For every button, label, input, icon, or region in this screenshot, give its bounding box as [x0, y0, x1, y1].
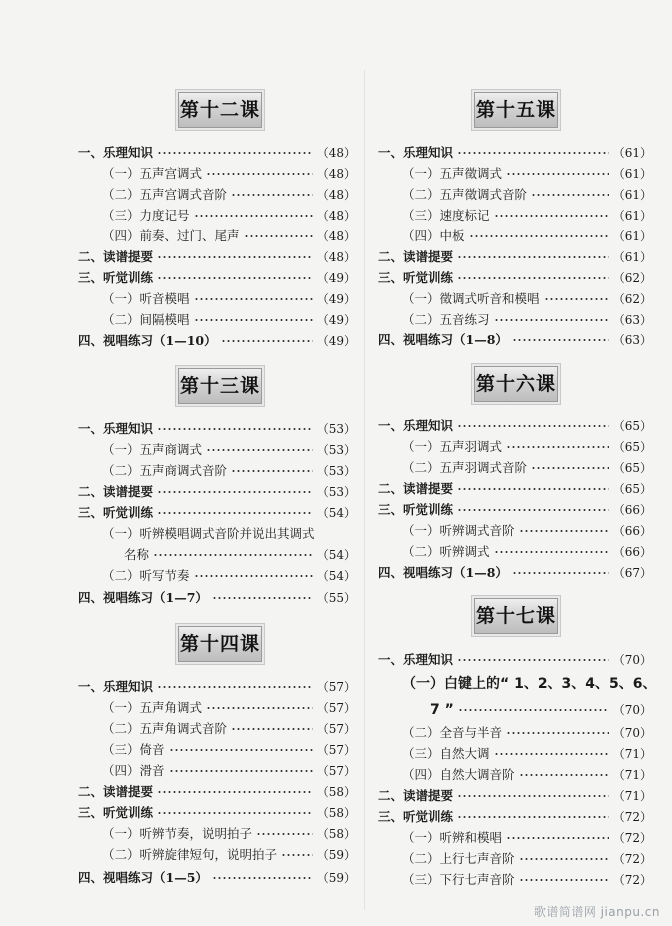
dot-leader [457, 152, 609, 154]
dot-leader [194, 298, 313, 300]
entry-label: （三）速度标记 [402, 208, 490, 223]
entry-label: 一、乐理知识 [78, 679, 154, 694]
dot-leader [469, 235, 609, 237]
entry-label: 三、听觉训练 [78, 270, 154, 285]
toc-entry[interactable] [102, 698, 356, 718]
entry-label: 一、乐理知识 [378, 145, 454, 160]
page-number: （71） [612, 747, 652, 761]
toc-entry[interactable] [402, 206, 652, 226]
toc-entry[interactable] [378, 416, 652, 436]
entry-label: 四、视唱练习（1—5） [78, 870, 208, 885]
page-number: （48） [316, 167, 356, 181]
dot-leader [494, 319, 609, 321]
page-number: （71） [612, 768, 652, 782]
page-number: （61） [612, 188, 652, 202]
entry-label: （一）五声宫调式 [102, 166, 203, 181]
entry-label: 四、视唱练习（1—8） [378, 565, 508, 580]
page-number: （63） [612, 313, 652, 327]
toc-entry[interactable] [402, 226, 652, 246]
toc-entry[interactable] [402, 289, 652, 309]
entry-label: （一）听辨节奏，说明拍子 [102, 826, 253, 841]
toc-entry[interactable] [378, 650, 652, 670]
page-number: （61） [612, 209, 652, 223]
entry-label: （三）力度记号 [102, 208, 190, 223]
dot-leader [231, 470, 313, 472]
entry-label: （四）自然大调音阶 [402, 767, 515, 782]
toc-entry[interactable] [78, 868, 356, 888]
page-number: （66） [612, 545, 652, 559]
page-number: （58） [316, 806, 356, 820]
page-number: （48） [316, 146, 356, 160]
toc-entry[interactable] [102, 185, 356, 205]
page-number: （53） [316, 443, 356, 457]
dot-leader [256, 833, 313, 835]
page-number: （55） [316, 591, 356, 605]
toc-entry[interactable] [402, 164, 652, 184]
entry-label: 一、乐理知识 [78, 421, 154, 436]
dot-leader [157, 812, 313, 814]
dot-leader [506, 446, 609, 448]
toc-entry[interactable] [102, 740, 356, 760]
toc-entry[interactable] [378, 247, 652, 267]
page-number: （70） [612, 726, 652, 740]
dot-leader [494, 753, 609, 755]
entry-label: （二）听辨调式 [402, 544, 490, 559]
page-number: （61） [612, 229, 652, 243]
toc-entry[interactable] [402, 542, 652, 562]
entry-label: 一、乐理知识 [78, 145, 154, 160]
toc-entry[interactable] [378, 479, 652, 499]
toc-entry[interactable] [402, 723, 652, 743]
page-number: （54） [316, 548, 356, 562]
toc-entry[interactable] [102, 824, 356, 844]
entry-label: （二）五音练习 [402, 312, 490, 327]
page-number: （70） [612, 703, 652, 717]
dot-leader [157, 512, 313, 514]
page-number: （57） [316, 680, 356, 694]
page-number: （67） [612, 566, 652, 580]
page-number: （72） [612, 810, 652, 824]
entry-label: （二）听辨旋律短句，说明拍子 [102, 847, 278, 862]
page-number: （59） [316, 871, 356, 885]
page-number: （48） [316, 250, 356, 264]
dot-leader [157, 152, 313, 154]
dot-leader [281, 854, 313, 856]
dot-leader [157, 256, 313, 258]
page-number: （49） [316, 334, 356, 348]
entry-label: （三）倚音 [102, 742, 165, 757]
dot-leader [494, 551, 609, 553]
page-number: （54） [316, 506, 356, 520]
dot-leader [531, 467, 609, 469]
entry-label: 二、读谱提要 [378, 788, 454, 803]
toc-entry[interactable] [102, 761, 356, 781]
dot-leader [157, 428, 313, 430]
toc-entry[interactable] [102, 226, 356, 246]
toc-entry[interactable] [78, 588, 356, 608]
entry-label: 三、听觉训练 [378, 502, 454, 517]
toc-entry[interactable] [78, 482, 356, 502]
entry-label: （二）五声羽调式音阶 [402, 460, 528, 475]
entry-label: 三、听觉训练 [378, 809, 454, 824]
page-number: （48） [316, 229, 356, 243]
toc-entry[interactable] [102, 440, 356, 460]
entry-label: 二、读谱提要 [78, 484, 154, 499]
dot-leader [506, 837, 609, 839]
entry-label: （二）五声徵调式音阶 [402, 187, 528, 202]
toc-entry[interactable] [102, 719, 356, 739]
toc-entry[interactable] [378, 268, 652, 288]
dot-leader [457, 795, 609, 797]
page-number: （65） [612, 440, 652, 454]
lesson-17-title: 第十七课 [474, 598, 558, 634]
entry-label: （一）听音模唱 [102, 291, 190, 306]
dot-leader [157, 791, 313, 793]
dot-leader [169, 770, 313, 772]
entry-label: （一）五声角调式 [102, 700, 203, 715]
dot-leader [212, 597, 313, 599]
toc-entry[interactable] [78, 782, 356, 802]
page-number: （53） [316, 464, 356, 478]
toc-entry[interactable] [402, 185, 652, 205]
entry-label: 四、视唱练习（1—7） [78, 590, 208, 605]
dot-leader [157, 686, 313, 688]
entry-label: 二、读谱提要 [78, 784, 154, 799]
page-number: （57） [316, 764, 356, 778]
page-number: （66） [612, 524, 652, 538]
dot-leader [206, 707, 313, 709]
dot-leader [206, 173, 313, 175]
dot-leader [231, 194, 313, 196]
toc-entry[interactable] [402, 765, 652, 785]
toc-entry[interactable] [78, 419, 356, 439]
entry-label: （一）听辨和模唱 [402, 830, 503, 845]
toc-entry[interactable] [402, 870, 652, 890]
toc-entry[interactable] [78, 677, 356, 697]
dot-leader [494, 215, 609, 217]
page-number: （63） [612, 333, 652, 347]
lesson-15-title: 第十五课 [474, 92, 558, 128]
dot-leader [457, 256, 609, 258]
toc-entry[interactable] [102, 566, 356, 586]
entry-label: （二）听写节奏 [102, 568, 190, 583]
page-number: （66） [612, 503, 652, 517]
entry-label: （二）五声宫调式音阶 [102, 187, 228, 202]
page-number: （72） [612, 831, 652, 845]
entry-label: 三、听觉训练 [378, 270, 454, 285]
toc-entry[interactable] [402, 437, 652, 457]
toc-entry[interactable] [78, 331, 356, 351]
page-number: （61） [612, 146, 652, 160]
page-number: （72） [612, 852, 652, 866]
toc-entry[interactable] [402, 849, 652, 869]
entry-label: 三、听觉训练 [78, 805, 154, 820]
entry-label: （一）五声商调式 [102, 442, 203, 457]
toc-entry[interactable] [378, 786, 652, 806]
entry-label: （二）上行七声音阶 [402, 851, 515, 866]
entry-label: （一）徵调式听音和模唱 [402, 291, 540, 306]
page-number: （58） [316, 827, 356, 841]
toc-entry[interactable] [124, 545, 356, 565]
page-number: （59） [316, 848, 356, 862]
page-number: （54） [316, 569, 356, 583]
entry-label: 一、乐理知识 [378, 652, 454, 667]
page-number: （49） [316, 313, 356, 327]
page-number: （65） [612, 461, 652, 475]
page-number: （57） [316, 743, 356, 757]
lesson-16-title: 第十六课 [474, 366, 558, 402]
page-number: （57） [316, 722, 356, 736]
page-number: （49） [316, 271, 356, 285]
entry-label: （三）自然大调 [402, 746, 490, 761]
dot-leader [212, 877, 313, 879]
toc-entry[interactable] [102, 461, 356, 481]
dot-leader [457, 816, 609, 818]
toc-entry[interactable] [402, 521, 652, 541]
lesson-13-title: 第十三课 [178, 368, 262, 404]
page-number: （53） [316, 485, 356, 499]
dot-leader [519, 774, 609, 776]
toc-entry[interactable] [102, 164, 356, 184]
entry-label: （四）前奏、过门、尾声 [102, 228, 240, 243]
dot-leader [206, 449, 313, 451]
dot-leader [544, 298, 609, 300]
page-number: （53） [316, 422, 356, 436]
page-number: （65） [612, 419, 652, 433]
lesson-14-title: 第十四课 [178, 626, 262, 662]
toc-entry[interactable] [78, 268, 356, 288]
entry-label: 二、读谱提要 [378, 481, 454, 496]
dot-leader [157, 277, 313, 279]
toc-entry-line1[interactable]: （一）白键上的“ 1、2、3、4、5、6、 [402, 676, 657, 692]
page-number: （72） [612, 873, 652, 887]
toc-entry[interactable] [102, 289, 356, 309]
dot-leader [506, 173, 609, 175]
dot-leader [194, 215, 313, 217]
entry-label: （四）中板 [402, 228, 465, 243]
entry-label: 7 ” [430, 702, 454, 718]
dot-leader [153, 554, 313, 556]
toc-entry[interactable] [430, 700, 652, 720]
entry-label: （四）滑音 [102, 763, 165, 778]
toc-entry[interactable] [78, 247, 356, 267]
entry-label: （一）五声羽调式 [402, 439, 503, 454]
dot-leader [157, 491, 313, 493]
dot-leader [194, 575, 313, 577]
dot-leader [512, 339, 609, 341]
dot-leader [519, 879, 609, 881]
dot-leader [506, 732, 609, 734]
entry-label: 二、读谱提要 [78, 249, 154, 264]
dot-leader [231, 728, 313, 730]
page-number: （71） [612, 789, 652, 803]
dot-leader [457, 509, 609, 511]
dot-leader [457, 488, 609, 490]
page-number: （49） [316, 292, 356, 306]
dot-leader [169, 749, 313, 751]
dot-leader [221, 340, 313, 342]
dot-leader [519, 530, 609, 532]
page-number: （70） [612, 653, 652, 667]
lesson-12-title: 第十二课 [178, 92, 262, 128]
entry-label: 三、听觉训练 [78, 505, 154, 520]
entry-label: 名称 [124, 547, 150, 562]
entry-label: 四、视唱练习（1—8） [378, 332, 508, 347]
page-number: （58） [316, 785, 356, 799]
toc-entry[interactable] [78, 143, 356, 163]
dot-leader [194, 319, 313, 321]
page-number: （57） [316, 701, 356, 715]
page-number: （62） [612, 292, 652, 306]
toc-entry[interactable] [102, 206, 356, 226]
toc-entry[interactable] [378, 563, 652, 583]
entry-label: （一）五声徵调式 [402, 166, 503, 181]
toc-entry[interactable] [378, 807, 652, 827]
toc-entry[interactable] [402, 310, 652, 330]
toc-entry[interactable] [378, 500, 652, 520]
column-divider [364, 70, 365, 910]
dot-leader [457, 659, 609, 661]
dot-leader [457, 425, 609, 427]
dot-leader [512, 572, 609, 574]
page-number: （65） [612, 482, 652, 496]
dot-leader [458, 709, 609, 711]
page-number: （62） [612, 271, 652, 285]
dot-leader [244, 235, 313, 237]
entry-label: （二）五声角调式音阶 [102, 721, 228, 736]
entry-label: 四、视唱练习（1—10） [78, 333, 217, 348]
toc-entry[interactable] [378, 143, 652, 163]
dot-leader [519, 858, 609, 860]
toc-entry[interactable] [402, 828, 652, 848]
entry-label: （一）听辨调式音阶 [402, 523, 515, 538]
entry-label: 二、读谱提要 [378, 249, 454, 264]
page-number: （48） [316, 209, 356, 223]
dot-leader [457, 277, 609, 279]
toc-entry[interactable] [78, 803, 356, 823]
entry-label: （二）间隔模唱 [102, 312, 190, 327]
toc-entry[interactable] [78, 503, 356, 523]
page-number: （61） [612, 250, 652, 264]
entry-label: （二）全音与半音 [402, 725, 503, 740]
entry-label: （二）五声商调式音阶 [102, 463, 228, 478]
toc-entry-line1[interactable]: （一）听辨模唱调式音阶并说出其调式 [102, 526, 315, 541]
page-number: （48） [316, 188, 356, 202]
toc-entry[interactable] [402, 458, 652, 478]
page-number: （61） [612, 167, 652, 181]
entry-label: （三）下行七声音阶 [402, 872, 515, 887]
entry-label: 一、乐理知识 [378, 418, 454, 433]
toc-entry[interactable] [102, 310, 356, 330]
watermark: 歌谱简谱网 jianpu.cn [533, 905, 660, 919]
toc-entry[interactable] [402, 744, 652, 764]
dot-leader [531, 194, 609, 196]
toc-entry[interactable] [102, 845, 356, 865]
toc-entry[interactable] [378, 330, 652, 350]
